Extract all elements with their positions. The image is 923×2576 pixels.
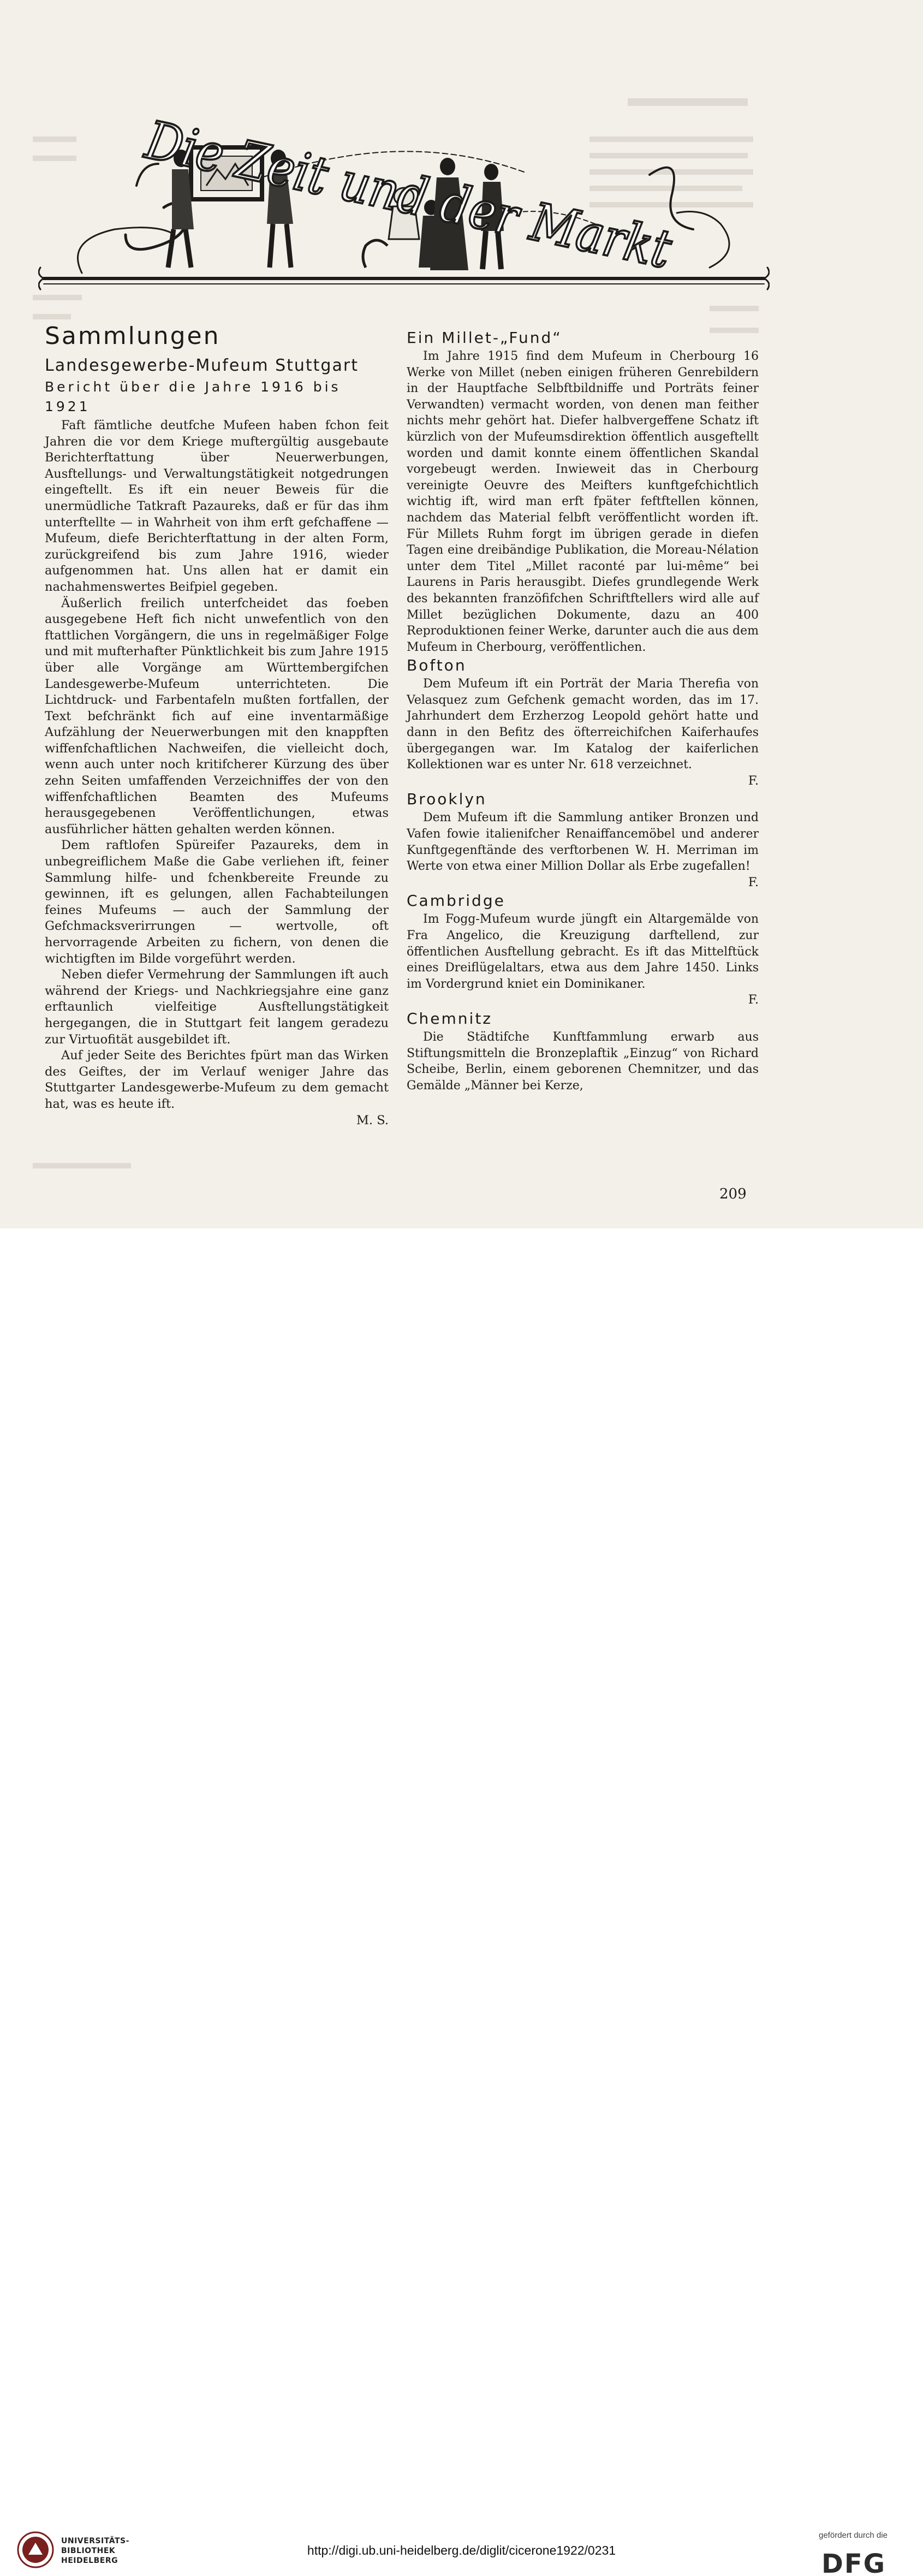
paragraph: Auf jeder Seite des Berichtes fpürt man das Wirken des Geiftes, der im Verlauf weniger Jahre das Stuttgarter Landesgewerbe-Mufeum zu dem gemacht hat, was es heute ift. bbox=[45, 1048, 389, 1111]
news-item bbox=[407, 789, 759, 891]
paragraph: Faft fämtliche deutfche Mufeen haben fchon feit Jahren die vor dem Kriege muftergültig ausgebaute Berichterftattung über Neuerwerbungen, Ausftellungs- und Verwaltungstätigkeit notgedrungen eingeftellt. Es ift ein neuer Beweis für die unermüdliche Tatkraft Pazaureks, daß er für das ihm unterftellte — in Wahrheit von ihm erft gefchaffene — Mufeum, diefe Berichterftattung in der alten Form, zurückgreifend bis zum Jahre 1916, wieder aufgenommen hat. Uns allen hat er damit ein nachahmenswertes Beifpiel gegeben. bbox=[45, 418, 389, 594]
news-item bbox=[407, 891, 759, 1008]
page-number: 209 bbox=[719, 1186, 747, 1202]
funding-label: gefördert durch die bbox=[819, 2531, 888, 2540]
university-name-line: UNIVERSITÄTS- bbox=[61, 2537, 129, 2545]
university-name-line: BIBLIOTHEK bbox=[61, 2547, 116, 2555]
footer-bar bbox=[0, 1228, 923, 2576]
header-illustration bbox=[38, 82, 770, 300]
news-signature: F. bbox=[748, 993, 759, 1007]
news-text: Im Fogg-Mufeum wurde jüngft ein Altargemälde von Fra Angelico, die Kreuzigung darftellend, zur öffentlichen Ausftellung gebracht. Es ift das Mittelftück eines Dreiflügelaltars, etwa aus dem Jahre 1450. Links im Vordergrund kniet ein Dominikaner. bbox=[407, 912, 759, 991]
paragraph: Neben diefer Vermehrung der Sammlungen ift auch während der Kriegs- und Nachkriegsjahre eine ganz erftaunlich vielfeitige Ausftellungstätigkeit hergegangen, die in Stuttgart feit langem geradezu zur Virtuofität ausgebildet ift. bbox=[45, 968, 389, 1047]
paragraph: Dem raftlofen Spüreifer Pazaureks, dem in unbegreiflichem Maße die Gabe verliehen ift, feiner Sammlung hilfe- und fchenkbereite Freunde zu gewinnen, ift es gelungen, allen Fachabteilungen feines Mufeums — auch der Sammlung der Gefchmacksverirrungen — wertvolle, oft hervorragende Arbeiten zu fichern, von denen die wichtigften im Bilde vorgeführt werden. bbox=[45, 838, 389, 966]
news-heading: Chemnitz bbox=[407, 1009, 492, 1028]
university-name-line: HEIDELBERG bbox=[61, 2556, 118, 2565]
article-heading: Landesgewerbe-Mufeum Stuttgart bbox=[45, 356, 359, 375]
news-signature: F. bbox=[748, 875, 759, 889]
dfg-logo-icon bbox=[821, 2549, 909, 2576]
scanned-page bbox=[0, 0, 923, 1228]
author-signature: M. S. bbox=[356, 1113, 389, 1127]
paragraph: Äußerlich freilich unterfcheidet das foeben ausgegebene Heft fich nicht unwefentlich von den ftattlichen Vorgängern, die uns in regelmäßiger Folge und mit mufterhafter Pünktlichkeit bis zum Jahre 1915 über alle Vorgänge am Württembergifchen Landesgewerbe-Mufeum unterrichteten. Die Lichtdruck- und Farbentafeln mußten fortfallen, der Text befchränkt fich auf eine inventarmäßige Aufzählung der Neuerwerbungen mit den knappften wiffenfchaftlichen Nachweifen, die vielleicht doch, wenn auch unter noch kritifcherer Kürzung des über zehn Seiten umfaffenden Verzeichniffes der von den wiffenfchaftlichen Beamten des Mufeums herausgegebenen Veröffentlichungen, etwas ausführlicher hätten gehalten werden können. bbox=[45, 596, 389, 836]
news-item bbox=[407, 1008, 759, 1094]
right-column bbox=[407, 328, 759, 1094]
news-text: Dem Mufeum ift die Sammlung antiker Bronzen und Vafen fowie italienifcher Renaiffancemöbel und anderer Kunftgegenftände des verftorbenen W. H. Merriman im Werte von etwa einer Million Dollar als Erbe zugefallen! bbox=[407, 811, 759, 874]
news-text: Im Jahre 1915 find dem Mufeum in Cherbourg 16 Werke von Millet (neben einigen früheren Genrebildern in der Hauptfache Selbftbildniffe und Porträts feiner Verwandten) vermacht worden, von denen man feither nichts mehr gehört hat. Diefer halbvergeffene Schatz ift kürzlich von der Mufeumsdirektion öffentlich ausgeftellt worden und damit konnte einem öffentlichen Skandal vorgebeugt werden. Inwieweit das in Cherbourg vereinigte Oeuvre des Meifters kunftgefchichtlich wichtig ift, wird man erft fpäter feftftellen können, nachdem das Material felbft veröffentlicht worden ift. Für Millets Ruhm forgt im übrigen gerade in diefen Tagen eine dreibändige Publikation, die Moreau-Nélation unter dem Titel „Millet raconté par lui-même“ bei Laurens in Paris herausgibt. Diefes grundlegende Werk des bekannten franzöfifchen Schriftftellers wird alle auf Millet bezüglichen Dokumente, dazu an 400 Reproduktionen feiner Werke, darunter auch die aus dem Mufeum in Cherbourg, veröffentlichen. bbox=[407, 349, 759, 654]
news-text: Dem Mufeum ift ein Porträt der Maria Therefia von Velasquez zum Gefchenk gemacht worden, das im 17. Jahrhundert dem Erzherzog Leopold gehört hatte und dann in den Befitz des öfterreichifchen Kaiferhaufes übergegangen war. Im Katalog der kaiferlichen Kollektionen war es unter Nr. 618 verzeichnet. bbox=[407, 677, 759, 772]
source-url-link[interactable]: http://digi.ub.uni-heidelberg.de/diglit/cicerone1922/0231 bbox=[307, 2543, 616, 2557]
banner-title-text: Die Zeit und der Markt bbox=[140, 109, 755, 298]
article-subheading: Bericht über die Jahre 1916 bis 1921 bbox=[45, 379, 341, 414]
news-heading: Bofton bbox=[407, 656, 467, 675]
news-signature: F. bbox=[748, 773, 759, 788]
left-column bbox=[45, 322, 389, 1129]
news-item bbox=[407, 655, 759, 789]
news-item bbox=[407, 328, 759, 655]
news-heading: Cambridge bbox=[407, 892, 505, 910]
news-heading: Ein Millet-„Fund“ bbox=[407, 329, 562, 347]
news-heading: Brooklyn bbox=[407, 790, 487, 809]
dfg-logo-text: DFG bbox=[821, 2549, 886, 2576]
section-title: Sammlungen bbox=[45, 322, 221, 350]
news-text: Die Städtifche Kunftfammlung erwarb aus Stiftungsmitteln die Bronzeplaftik „Einzug“ von Richard Scheibe, Berlin, einem geborenen Chemnitzer, und das Gemälde „Männer bei Kerze, bbox=[407, 1030, 759, 1093]
